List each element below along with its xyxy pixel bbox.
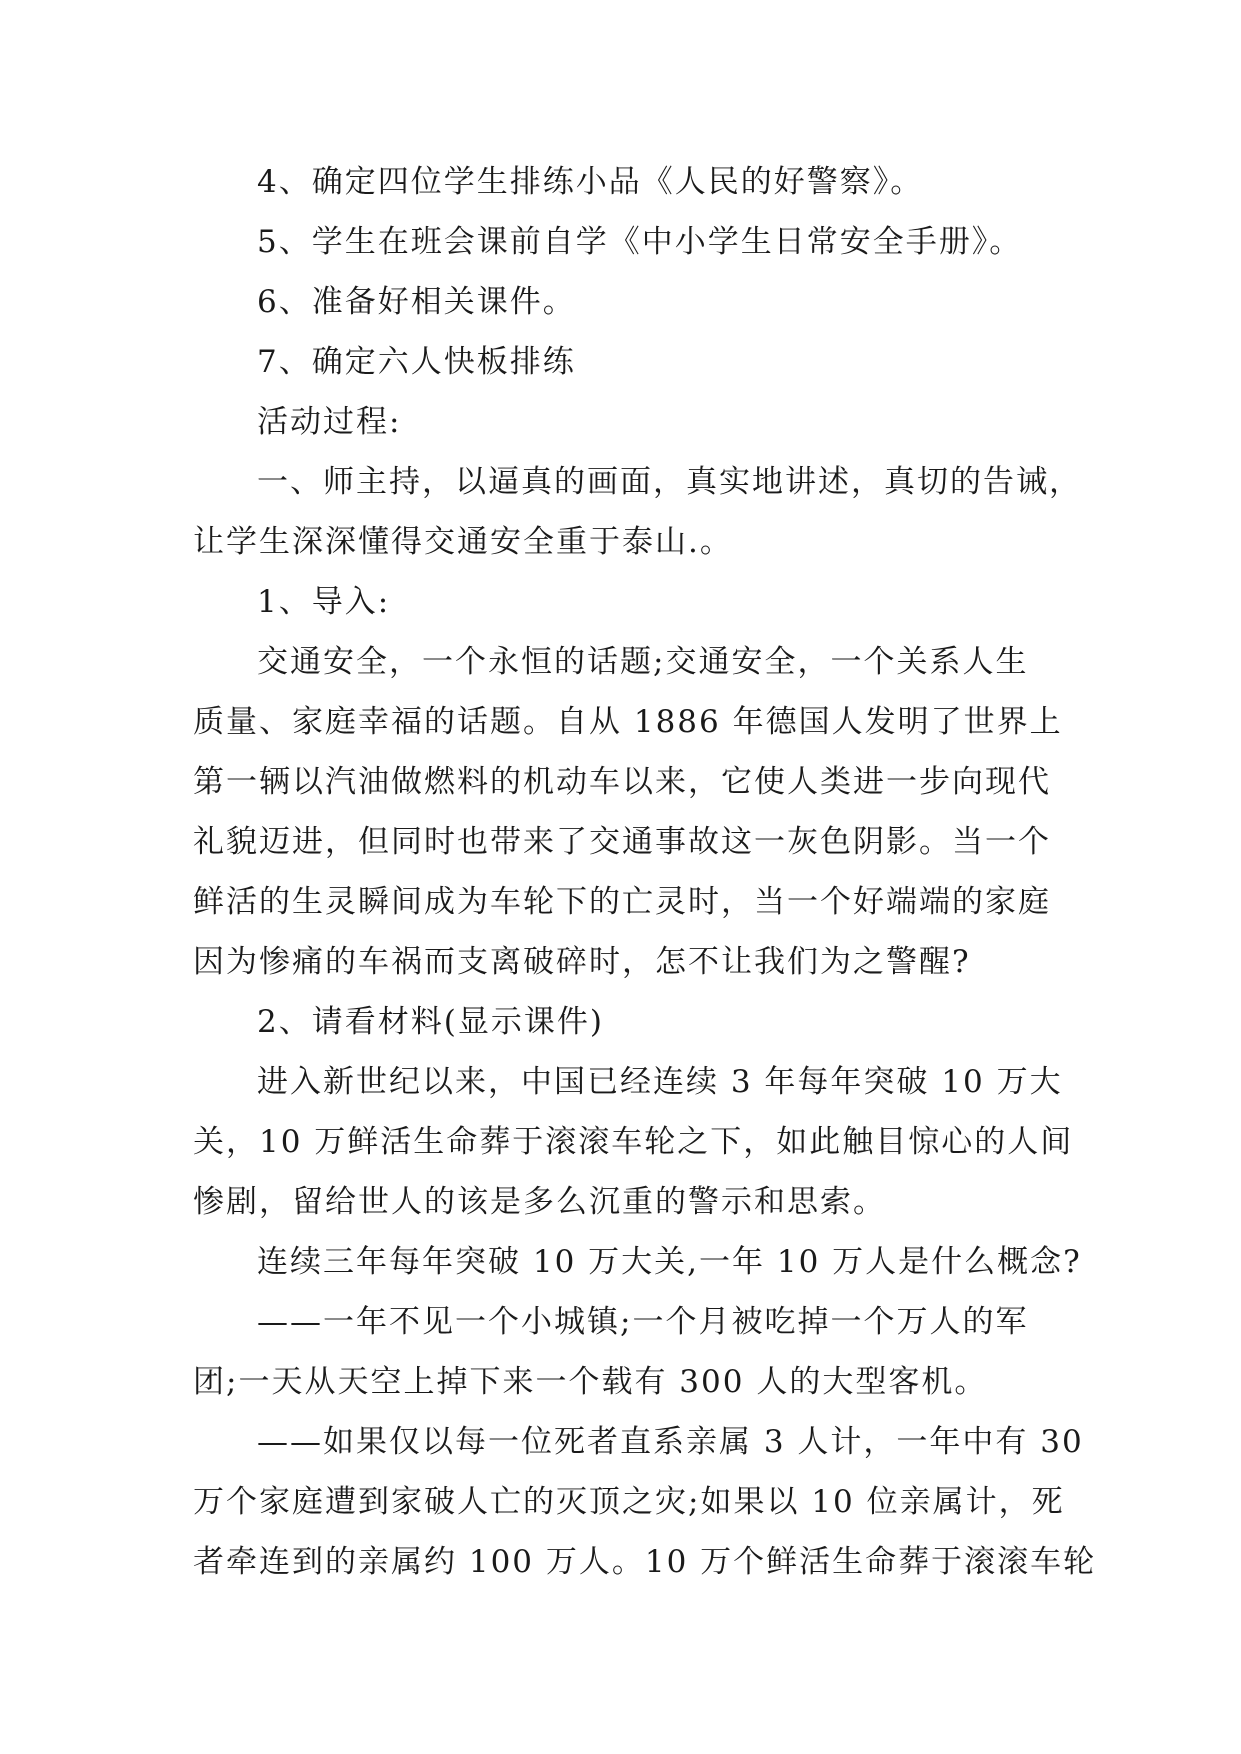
paragraph-line: 4、确定四位学生排练小品《人民的好警察》。 [257,164,924,200]
section-heading: 活动过程: [257,404,402,440]
paragraph-line: 交通安全，一个永恒的话题;交通安全，一个关系人生 [257,644,1029,680]
paragraph-line: 5、学生在班会课前自学《中小学生日常安全手册》。 [257,224,1023,260]
paragraph-line: 6、准备好相关课件。 [257,284,576,320]
paragraph-line: 万个家庭遭到家破人亡的灭顶之灾;如果以 10 位亲属计，死 [193,1484,1065,1520]
paragraph-line: 鲜活的生灵瞬间成为车轮下的亡灵时，当一个好端端的家庭 [193,884,1051,920]
paragraph-line: 一、师主持，以逼真的画面，真实地讲述，真切的告诫， [257,464,1082,500]
paragraph-line: ——如果仅以每一位死者直系亲属 3 人计，一年中有 30 [257,1424,1084,1460]
paragraph-line: 者牵连到的亲属约 100 万人。10 万个鲜活生命葬于滚滚车轮 [193,1544,1097,1580]
paragraph-line: 团;一天从天空上掉下来一个载有 300 人的大型客机。 [193,1364,988,1400]
paragraph-line: 礼貌迈进，但同时也带来了交通事故这一灰色阴影。当一个 [193,824,1051,860]
paragraph-line: ——一年不见一个小城镇;一个月被吃掉一个万人的军 [257,1304,1029,1340]
paragraph-line: 第一辆以汽油做燃料的机动车以来，它使人类进一步向现代 [193,764,1051,800]
subsection-heading: 1、导入: [257,584,391,620]
paragraph-line: 惨剧，留给世人的该是多么沉重的警示和思索。 [193,1184,886,1220]
document-body [193,152,1097,1592]
paragraph-line: 因为惨痛的车祸而支离破碎时，怎不让我们为之警醒? [193,944,971,980]
paragraph-line: 让学生深深懂得交通安全重于泰山.。 [193,524,733,560]
subsection-heading: 2、请看材料(显示课件) [257,1004,604,1040]
paragraph-line: 连续三年每年突破 10 万大关,一年 10 万人是什么概念? [257,1244,1082,1280]
paragraph-line: 质量、家庭幸福的话题。自从 1886 年德国人发明了世界上 [193,704,1063,740]
paragraph-line: 进入新世纪以来，中国已经连续 3 年每年突破 10 万大 [257,1064,1063,1100]
paragraph-line: 7、确定六人快板排练 [257,344,576,380]
paragraph-line: 关，10 万鲜活生命葬于滚滚车轮之下，如此触目惊心的人间 [193,1124,1074,1160]
